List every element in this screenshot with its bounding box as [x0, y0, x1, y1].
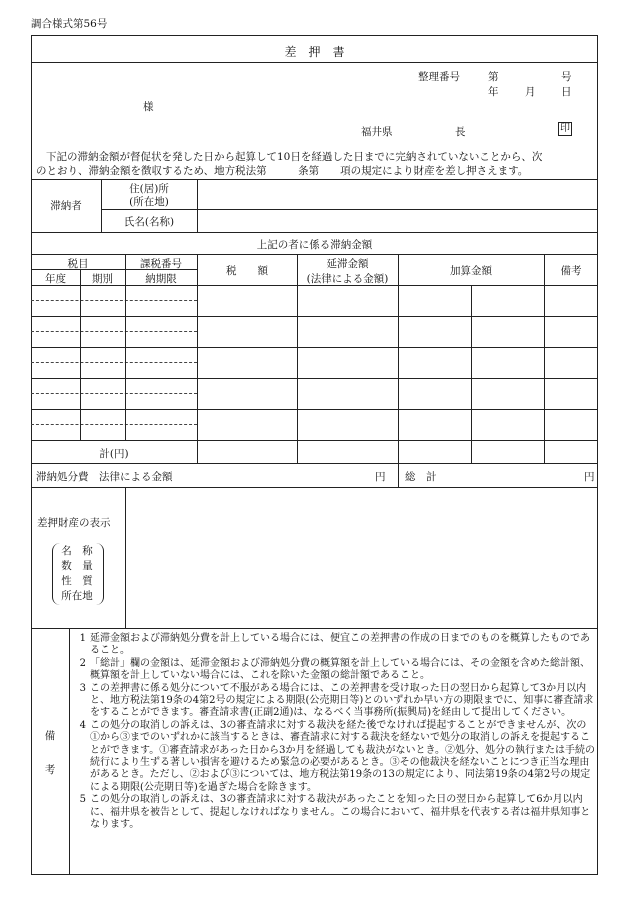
rule: [31, 179, 598, 180]
rule: [31, 316, 598, 317]
rule: [31, 232, 598, 233]
reference-dai: 第: [488, 71, 499, 83]
col-biko: 備考: [560, 265, 582, 277]
col-entai-sub: (法律による金額): [306, 273, 389, 285]
remarks-label-1: 備: [44, 730, 56, 742]
property-item: 名 称: [61, 545, 93, 557]
col-kasan: 加算金額: [450, 265, 492, 277]
form-title: 差 押 書: [284, 45, 345, 59]
rule-dashed: [31, 424, 197, 425]
note-text: この処分の取消しの訴えは、3の審査請求に対する裁決を経た後でなければ提起することができませんが、次の①から③までのいずれかに該当するときは、審査請求に対する裁決を経ないで処分の取消しの訴えを提起することができます。①審査請求があった日から3か月を経過しても裁決がないとき。②処分、処分の執行または手続の続行により生ずる著しい損害を避けるため緊急の必要があるとき。③その他裁決を経ないことにつき正当な理由があるとき。ただし、②および③については、地方税法第19条の13の規定により、同法第19条の4第2号の規定による期限(公売期日等)を過ぎた場合を除きます。: [90, 719, 596, 793]
rule-dashed: [31, 331, 197, 332]
rule: [31, 378, 598, 379]
rule: [101, 209, 598, 210]
issuer-title: 長: [455, 126, 466, 138]
grand-total-yen: 円: [584, 471, 595, 483]
taxpayer-address-sub: (所在地): [129, 196, 169, 208]
remark-note: [72, 633, 596, 658]
rule: [544, 254, 545, 463]
col-zeimoku: 税目: [67, 258, 89, 270]
rule: [31, 440, 598, 441]
taxpayer-label: 滞納者: [50, 200, 82, 212]
col-nendo: 年度: [45, 273, 66, 285]
rule: [31, 487, 598, 488]
property-item: 所在地: [61, 590, 93, 602]
intro-line-2: のとおり、滞納金額を徴収するため、地方税法第 条第 項の規定により財産を差し押さえます。: [36, 165, 529, 177]
grand-total-label: 総 計: [405, 471, 437, 483]
rule: [31, 254, 598, 255]
col-kibetsu: 期別: [92, 273, 113, 285]
taxpayer-name-label: 氏名(名称): [123, 216, 175, 228]
rule: [125, 487, 126, 628]
rule: [31, 347, 598, 348]
note-number: 2: [79, 657, 86, 669]
intro-line-1: 下記の滞納金額が督促状を発した日から起算して10日を経過した日までに完納されていないことから、次: [46, 151, 543, 163]
rule: [69, 628, 70, 875]
rule: [31, 62, 598, 63]
date-day: 日: [561, 86, 572, 98]
rule: [197, 254, 198, 463]
property-item: 数 量: [61, 560, 93, 572]
fees-label: 滞納処分費 法律による金額: [36, 471, 173, 483]
rule: [31, 628, 598, 629]
amount-section-title: 上記の者に係る滞納金額: [256, 239, 373, 251]
note-text: 延滞金額および滞納処分費を計上している場合には、便宜この差押書の作成の日までのものを概算したものであること。: [90, 633, 590, 657]
remark-note: [72, 683, 596, 720]
seal-mark: 印: [560, 123, 570, 134]
col-kazei-bango: 課税番号: [140, 258, 182, 270]
rule: [471, 285, 472, 463]
rule-dashed: [31, 362, 197, 363]
note-number: 4: [79, 719, 86, 731]
rule-dashed: [31, 393, 197, 394]
rule: [80, 269, 81, 440]
rule: [398, 254, 399, 487]
reference-number-label: 整理番号: [418, 71, 460, 83]
reference-go: 号: [561, 71, 572, 83]
rule: [31, 409, 598, 410]
date-month: 月: [525, 86, 536, 98]
remarks-label-2: 考: [44, 764, 56, 776]
note-text: この処分の取消しの訴えは、3の審査請求に対する裁決があったことを知った日の翌日から起算して6か月以内に、福井県を被告として、提起しなければなりません。この場合において、福井県を代表する者は福井県知事となります。: [90, 794, 591, 831]
fees-yen: 円: [375, 471, 386, 483]
property-item: 性 質: [61, 575, 93, 587]
note-number: 1: [79, 633, 86, 644]
rule-dashed: [31, 300, 197, 301]
remark-note: [72, 658, 596, 683]
remarks-notes: [72, 633, 596, 832]
taxpayer-address-label: 住(居)所: [129, 183, 169, 195]
note-text: 「総計」欄の金額は、延滞金額および滞納処分費の概算額を計上している場合には、その金額を含めた総計額、概算額を計上していない場合には、これを除いた金額の総計額であること。: [90, 657, 590, 682]
remark-note: [72, 794, 596, 831]
form-number-label: 調合様式第56号: [31, 18, 108, 30]
total-label: 計(円): [99, 448, 129, 460]
col-nouki: 納期限: [145, 273, 177, 285]
remark-note: [72, 720, 596, 794]
rule: [197, 179, 198, 232]
col-zeigaku: 税 額: [226, 265, 268, 277]
rule: [31, 463, 598, 464]
property-label: 差押財産の表示: [37, 517, 111, 529]
addressee-sama: 様: [143, 101, 154, 113]
note-number: 3: [79, 682, 86, 694]
note-text: この差押書に係る処分について不服がある場合には、この差押書を受け取った日の翌日から起算して3か月以内と、地方税法第19条の4第2号の規定による期限(公売期日等)とのいずれか早い方の期限までに、知事に審査請求をすることができます。審査請求書(正副2通)は、なるべく当事務所(振興局)を経由して提出してください。: [90, 682, 594, 719]
col-entai: 延滞金額: [326, 258, 369, 270]
date-year: 年: [488, 86, 499, 98]
note-number: 5: [79, 794, 86, 806]
issuer-prefecture: 福井県: [361, 126, 393, 138]
